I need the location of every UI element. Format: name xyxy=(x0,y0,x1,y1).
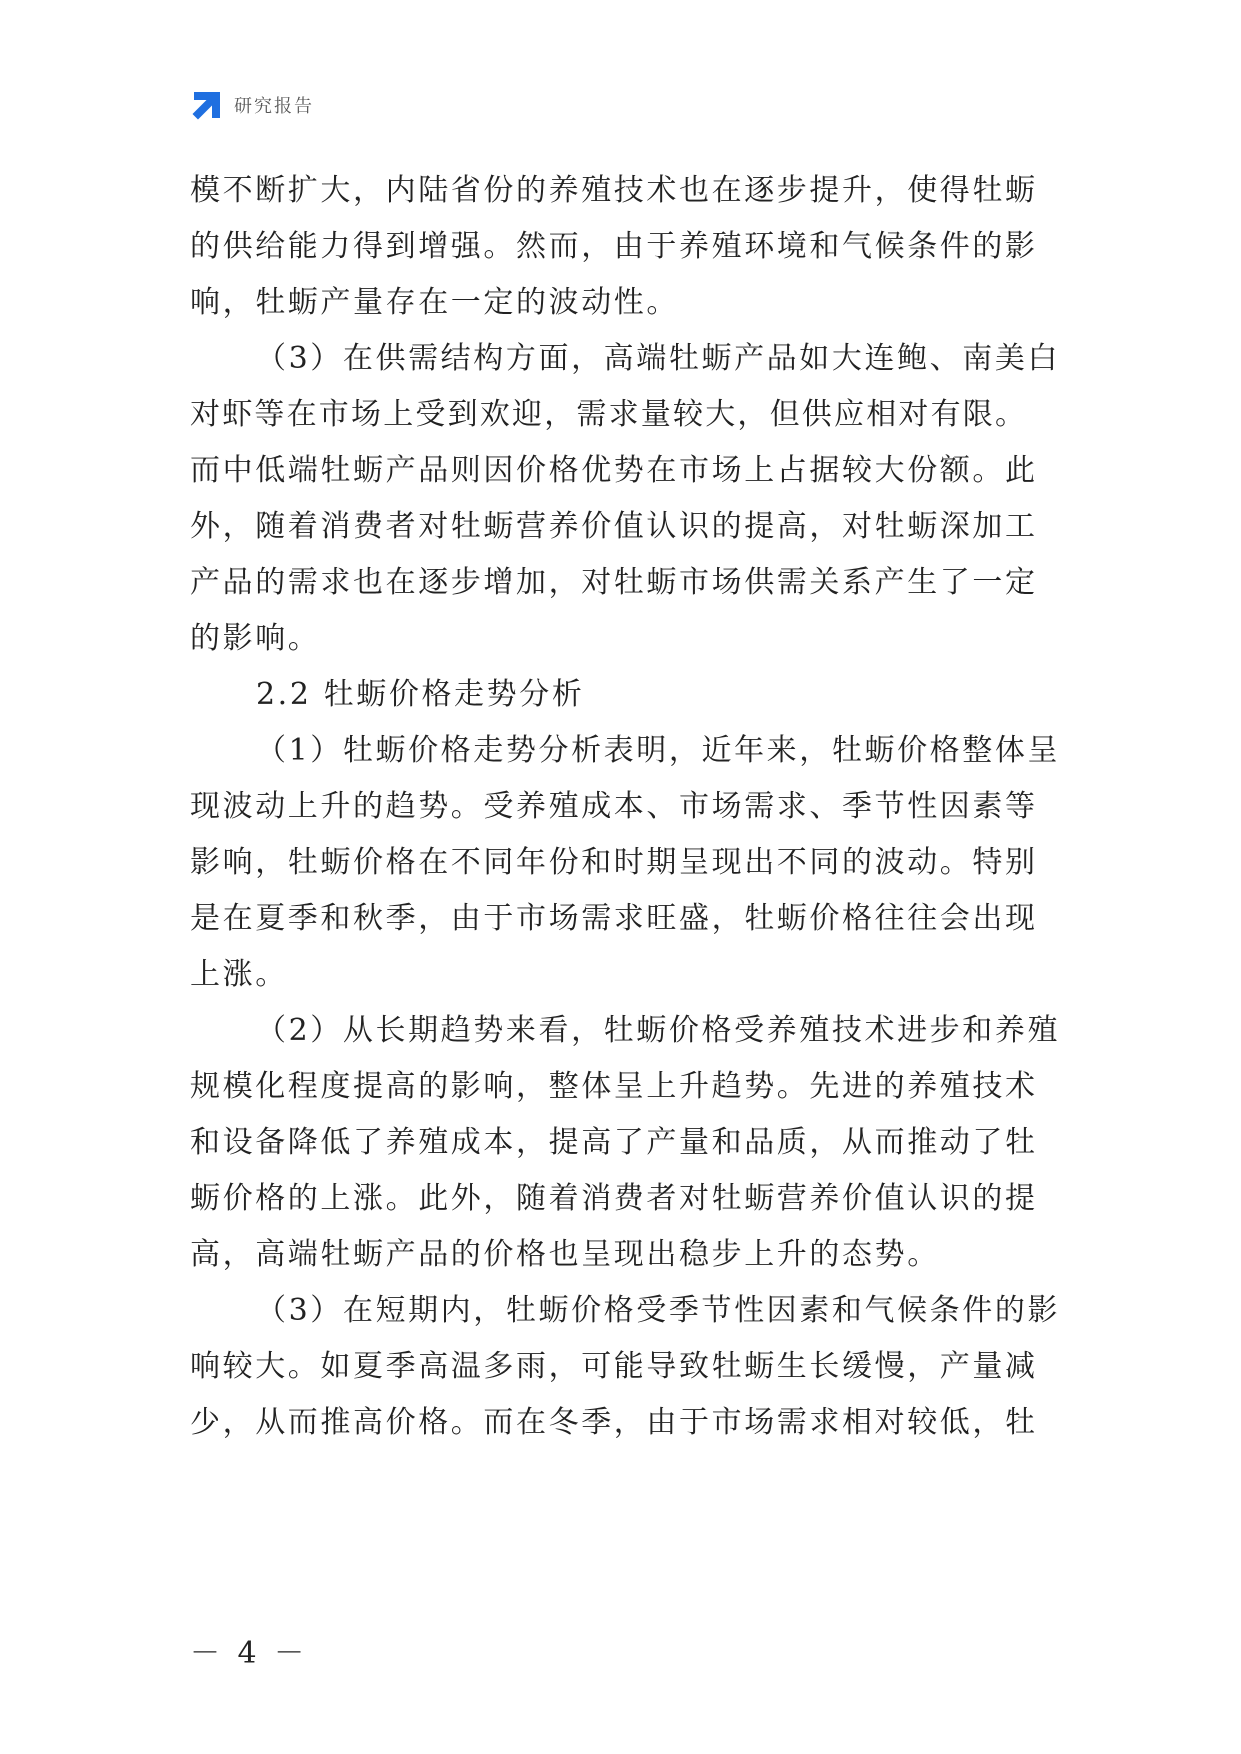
body-line: 是在夏季和秋季，由于市场需求旺盛，牡蛎价格往往会出现 xyxy=(190,901,1038,936)
body-line: 规模化程度提高的影响，整体呈上升趋势。先进的养殖技术 xyxy=(190,1069,1038,1104)
body-line: 上涨。 xyxy=(190,957,288,992)
body-line: 现波动上升的趋势。受养殖成本、市场需求、季节性因素等 xyxy=(190,789,1038,824)
body-line: （1）牡蛎价格走势分析表明，近年来，牡蛎价格整体呈 xyxy=(256,733,1061,768)
body-line: （3）在短期内，牡蛎价格受季节性因素和气候条件的影 xyxy=(256,1293,1061,1328)
body-line: 产品的需求也在逐步增加，对牡蛎市场供需关系产生了一定 xyxy=(190,565,1038,600)
body-line: （2）从长期趋势来看，牡蛎价格受养殖技术进步和养殖 xyxy=(256,1013,1061,1048)
arrow-up-right-icon xyxy=(190,88,224,122)
page-number: － 4 － xyxy=(190,1636,309,1671)
body-line: 对虾等在市场上受到欢迎，需求量较大，但供应相对有限。 xyxy=(190,397,1028,432)
body-line: 模不断扩大，内陆省份的养殖技术也在逐步提升，使得牡蛎 xyxy=(190,173,1038,208)
body-line: 少，从而推高价格。而在冬季，由于市场需求相对较低，牡 xyxy=(190,1405,1038,1440)
body-line: 响，牡蛎产量存在一定的波动性。 xyxy=(190,285,679,320)
section-heading: 2.2 牡蛎价格走势分析 xyxy=(256,677,585,712)
body-line: 高，高端牡蛎产品的价格也呈现出稳步上升的态势。 xyxy=(190,1237,940,1272)
report-header xyxy=(190,88,314,122)
body-line: 的影响。 xyxy=(190,621,321,656)
body-line: 响较大。如夏季高温多雨，可能导致牡蛎生长缓慢，产量减 xyxy=(190,1349,1038,1384)
body-line: 蛎价格的上涨。此外，随着消费者对牡蛎营养价值认识的提 xyxy=(190,1181,1038,1216)
body-line: 和设备降低了养殖成本，提高了产量和品质，从而推动了牡 xyxy=(190,1125,1038,1160)
body-line: 外，随着消费者对牡蛎营养价值认识的提高，对牡蛎深加工 xyxy=(190,509,1038,544)
body-line: 而中低端牡蛎产品则因价格优势在市场上占据较大份额。此 xyxy=(190,453,1038,488)
header-title: 研究报告 xyxy=(234,96,314,117)
body-line: 影响，牡蛎价格在不同年份和时期呈现出不同的波动。特别 xyxy=(190,845,1038,880)
body-line: 的供给能力得到增强。然而，由于养殖环境和气候条件的影 xyxy=(190,229,1038,264)
body-line: （3）在供需结构方面，高端牡蛎产品如大连鲍、南美白 xyxy=(256,341,1061,376)
